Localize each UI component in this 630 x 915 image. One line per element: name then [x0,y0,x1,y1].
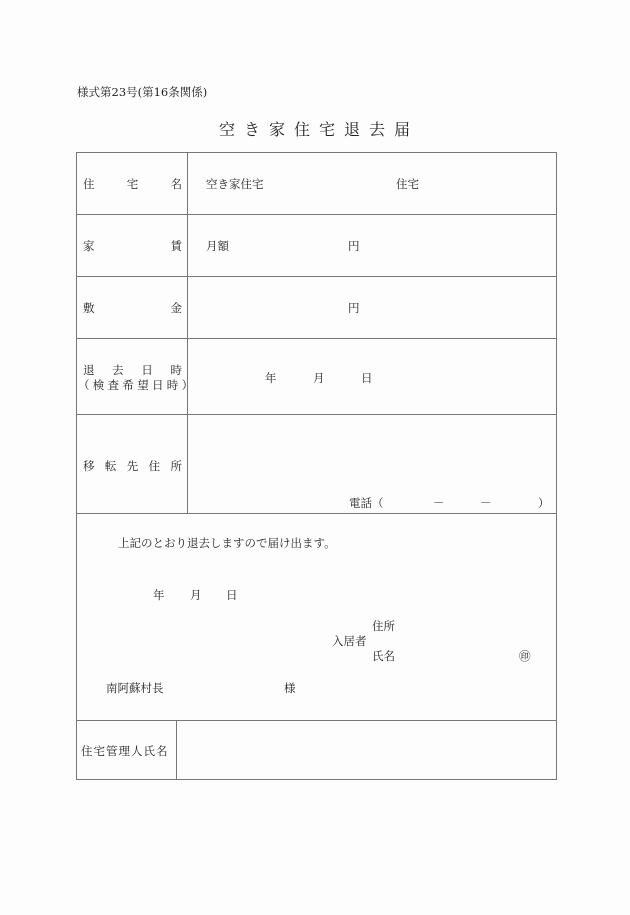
addressee: 南阿蘇村長 [106,681,164,695]
move-out-month: 月 [313,371,325,385]
rent-unit: 円 [348,239,360,253]
phone-dash-1: － [433,496,445,510]
inspection-date-label: （検査希望日時） [78,378,197,392]
housing-name-suffix: 住宅 [396,177,419,191]
seal-icon: ㊞ [519,649,531,663]
phone-dash-2: － [480,496,492,510]
manager-name-label: 住宅管理人氏名 [81,744,169,758]
rent-label: 家 賃 [83,239,182,253]
honorific: 様 [284,681,296,695]
housing-name-label: 住 宅 名 [83,177,182,191]
declaration-text: 上記のとおり退去しますので届け出ます。 [118,536,336,550]
housing-name-prefix: 空き家住宅 [206,177,264,191]
address-label: 住所 [372,619,395,633]
move-out-year: 年 [265,371,277,385]
rent-prefix: 月額 [206,239,229,253]
resident-label: 入居者 [332,634,367,648]
phone-label: 電話（ [349,496,384,510]
page-title: 空き家住宅退去届 [219,120,420,139]
deposit-unit: 円 [348,301,360,315]
declaration-year: 年 [153,588,165,602]
move-out-day: 日 [361,371,373,385]
deposit-label: 敷 金 [83,301,182,315]
name-label: 氏名 [372,649,395,663]
declaration-day: 日 [226,588,238,602]
form-number: 様式第23号(第16条関係) [77,85,208,99]
new-address-label: 移 転 先 住 所 [83,459,182,473]
move-out-date-label: 退 去 日 時 [83,363,182,377]
declaration-month: 月 [190,588,202,602]
phone-close: ） [538,496,550,510]
